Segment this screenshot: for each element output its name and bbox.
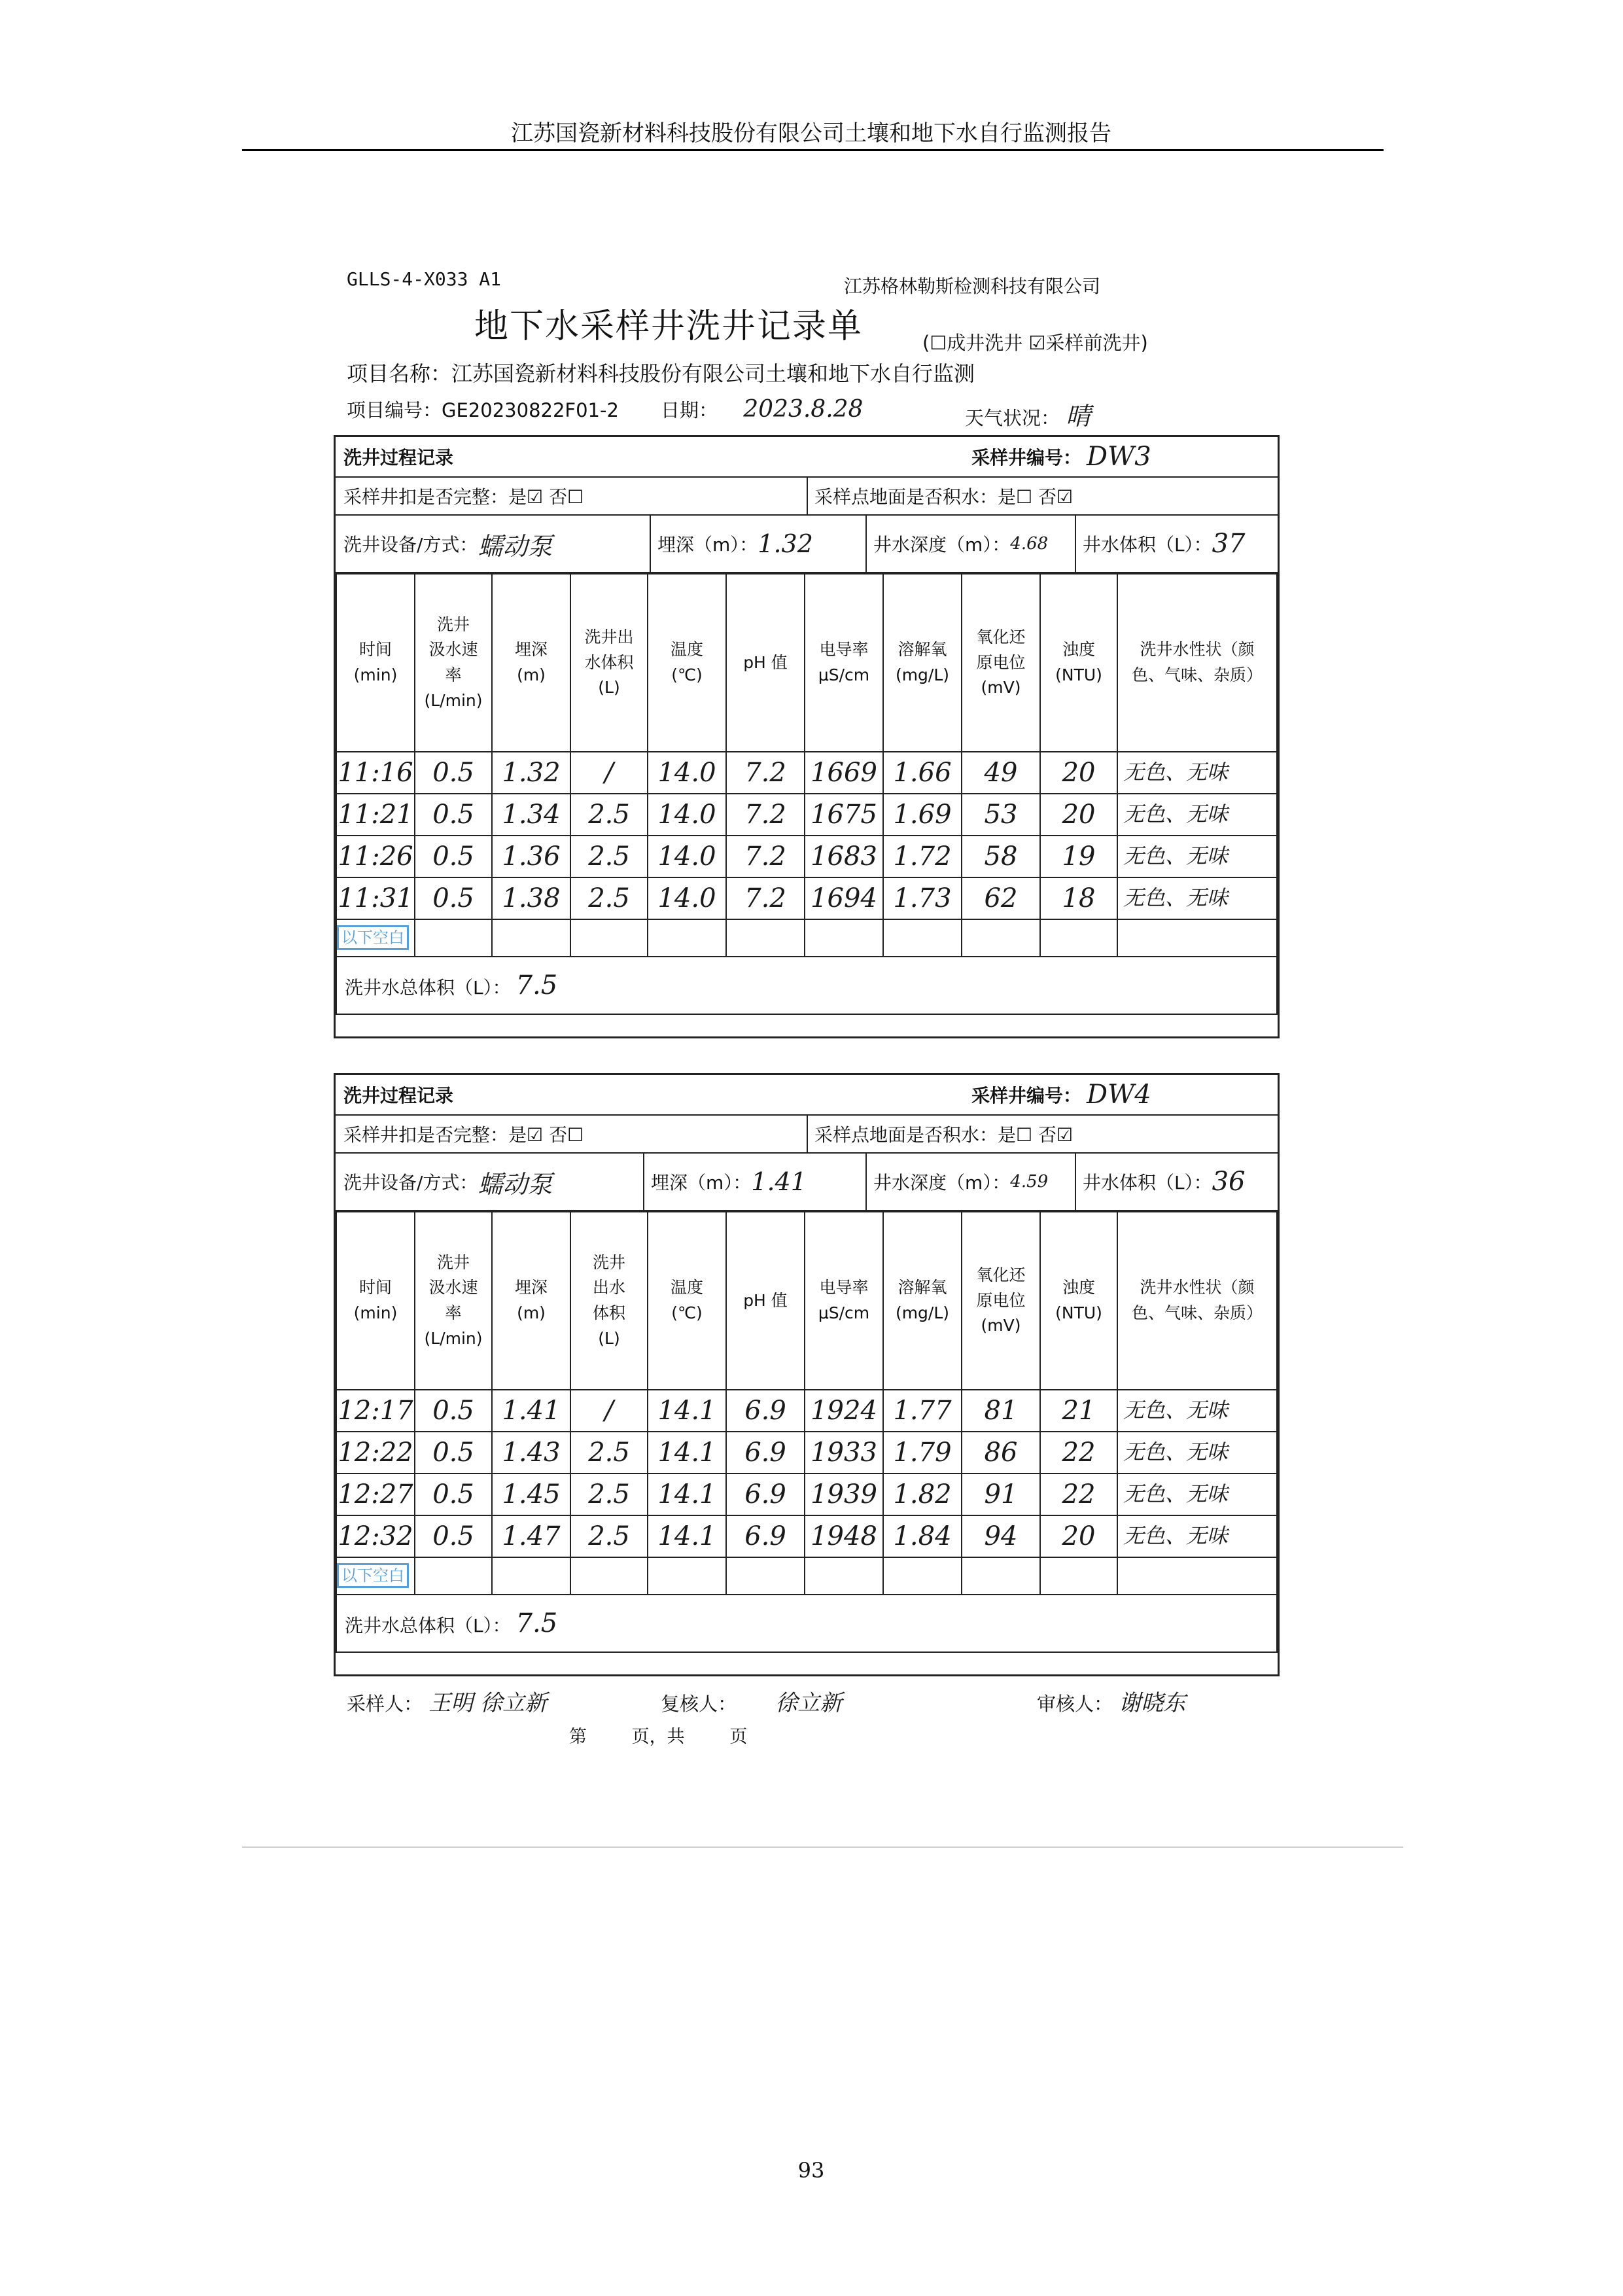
record-header-row xyxy=(336,437,1278,478)
cell: 1683 xyxy=(805,836,883,877)
well-volume-value: 37 xyxy=(1212,529,1246,559)
cell: 0.5 xyxy=(415,836,492,877)
cell: 11:31 xyxy=(336,877,415,919)
cell: 62 xyxy=(962,877,1040,919)
page-header: 江苏国瓷新材料科技股份有限公司土壤和地下水自行监测报告 xyxy=(511,120,1111,147)
well-no: DW3 xyxy=(1087,442,1151,472)
cell xyxy=(336,1557,415,1595)
col-temp: 温度 (℃) xyxy=(648,574,726,752)
cell: 2.5 xyxy=(570,794,648,836)
cell: 无色、无味 xyxy=(1117,1474,1277,1515)
cell: 1675 xyxy=(805,794,883,836)
cell: / xyxy=(570,752,648,794)
ponding-value: 是☐ 否☑ xyxy=(998,1124,1073,1146)
auditor-line xyxy=(1037,1685,1185,1717)
cell xyxy=(336,919,415,957)
cell: 无色、无味 xyxy=(1117,877,1277,919)
cell: 18 xyxy=(1040,877,1117,919)
cell: 7.2 xyxy=(726,877,805,919)
equipment-cell xyxy=(336,516,650,572)
cell: 91 xyxy=(962,1474,1040,1515)
col-conductivity: 电导率 μS/cm xyxy=(805,574,883,752)
well-depth-value: 4.59 xyxy=(1010,1172,1049,1192)
cell xyxy=(805,1557,883,1595)
col-ph: pH 值 xyxy=(726,1212,805,1390)
cell xyxy=(805,919,883,957)
col-character: 洗井水性状（颜 色、气味、杂质） xyxy=(1117,574,1277,752)
cell: 12:17 xyxy=(336,1390,415,1432)
cell: 2.5 xyxy=(570,1515,648,1557)
well-depth-value: 4.68 xyxy=(1010,534,1049,554)
form-code: GLLS-4-X033 A1 xyxy=(347,268,502,290)
intact-label: 采样井扣是否完整： xyxy=(343,1124,509,1146)
cell: 0.5 xyxy=(415,877,492,919)
sampler-signature: 王明 徐立新 xyxy=(428,1690,548,1716)
cell: 58 xyxy=(962,836,1040,877)
equipment-value: 蠕动泵 xyxy=(478,531,553,561)
ponding-label: 采样点地面是否积水： xyxy=(814,1124,998,1146)
cell: 53 xyxy=(962,794,1040,836)
table-row xyxy=(336,752,1277,794)
cell: / xyxy=(570,1390,648,1432)
cell xyxy=(726,1557,805,1595)
ponding-cell xyxy=(807,1116,1278,1152)
well-volume-value: 36 xyxy=(1212,1167,1246,1197)
depth-value: 1.32 xyxy=(758,529,813,558)
cell: 12:22 xyxy=(336,1432,415,1474)
total-row xyxy=(336,957,1277,1014)
cell: 14.1 xyxy=(648,1515,726,1557)
cell: 无色、无味 xyxy=(1117,1432,1277,1474)
cell xyxy=(415,1557,492,1595)
cell: 无色、无味 xyxy=(1117,1515,1277,1557)
cell: 0.5 xyxy=(415,1432,492,1474)
cell xyxy=(570,1557,648,1595)
depth-value: 1.41 xyxy=(751,1167,807,1196)
col-rate: 洗井 汲水速 率 (L/min) xyxy=(415,574,492,752)
equipment-label: 洗井设备/方式： xyxy=(343,534,478,556)
cell: 2.5 xyxy=(570,877,648,919)
col-orp: 氧化还 原电位 (mV) xyxy=(962,1212,1040,1390)
well-depth-label: 井水深度（m）： xyxy=(873,1172,1011,1193)
table-row xyxy=(336,836,1277,877)
cell: 1.45 xyxy=(492,1474,570,1515)
table-row xyxy=(336,877,1277,919)
cell: 86 xyxy=(962,1432,1040,1474)
cell xyxy=(415,919,492,957)
reviewer-label: 复核人： xyxy=(661,1693,737,1715)
col-ph: pH 值 xyxy=(726,574,805,752)
weather-value: 晴 xyxy=(1066,402,1091,431)
date-value: 2023.8.28 xyxy=(743,396,864,423)
cell: 1.36 xyxy=(492,836,570,877)
col-orp: 氧化还 原电位 (mV) xyxy=(962,574,1040,752)
cell: 1948 xyxy=(805,1515,883,1557)
table-row-blank xyxy=(336,1557,1277,1595)
equipment-label: 洗井设备/方式： xyxy=(343,1172,478,1193)
depth-label: 埋深（m）： xyxy=(651,1172,752,1193)
header-row xyxy=(336,1212,1277,1390)
project-no-line xyxy=(347,396,619,423)
intact-cell xyxy=(336,478,807,514)
weather-line xyxy=(965,396,1091,432)
cell: 1.73 xyxy=(883,877,962,919)
cell: 无色、无味 xyxy=(1117,752,1277,794)
cell xyxy=(883,919,962,957)
well-no: DW4 xyxy=(1087,1080,1151,1110)
cell: 14.0 xyxy=(648,836,726,877)
header-rule xyxy=(242,149,1384,151)
blank-below-stamp: 以下空白 xyxy=(337,925,409,950)
intact-label: 采样井扣是否完整： xyxy=(343,486,509,508)
well-depth-cell xyxy=(865,516,1075,572)
cell xyxy=(1040,919,1117,957)
well-volume-label: 井水体积（L）： xyxy=(1083,1172,1212,1193)
wash-record-1 xyxy=(334,435,1280,1038)
col-time: 时间 (min) xyxy=(336,1212,415,1390)
cell: 14.0 xyxy=(648,752,726,794)
well-no-label: 采样井编号： xyxy=(971,1085,1082,1106)
measurement-table-1 xyxy=(336,573,1278,1015)
cell: 1924 xyxy=(805,1390,883,1432)
cell: 1933 xyxy=(805,1432,883,1474)
project-name: 江苏国瓷新材料科技股份有限公司土壤和地下水自行监测 xyxy=(451,361,975,386)
intact-value: 是☑ 否☐ xyxy=(508,486,584,508)
col-depth: 埋深 (m) xyxy=(492,574,570,752)
cell: 14.0 xyxy=(648,877,726,919)
well-volume-cell xyxy=(1075,516,1282,572)
ponding-value: 是☐ 否☑ xyxy=(998,486,1073,508)
weather-label: 天气状况： xyxy=(965,407,1060,429)
testing-company: 江苏格林勒斯检测科技有限公司 xyxy=(844,275,1101,297)
cell: 7.2 xyxy=(726,836,805,877)
cell xyxy=(648,919,726,957)
cell xyxy=(1117,1557,1277,1595)
header-row xyxy=(336,574,1277,752)
equipment-row xyxy=(336,516,1278,573)
cell: 1.77 xyxy=(883,1390,962,1432)
cell: 14.1 xyxy=(648,1432,726,1474)
cell: 21 xyxy=(1040,1390,1117,1432)
cell: 2.5 xyxy=(570,1432,648,1474)
total-value: 7.5 xyxy=(515,970,558,1000)
cell: 1.34 xyxy=(492,794,570,836)
record-header-row xyxy=(336,1075,1278,1116)
cell: 1.72 xyxy=(883,836,962,877)
total-cell xyxy=(336,1595,1277,1652)
cell: 14.1 xyxy=(648,1474,726,1515)
cell: 1.82 xyxy=(883,1474,962,1515)
cell xyxy=(648,1557,726,1595)
cell: 14.0 xyxy=(648,794,726,836)
cell: 12:32 xyxy=(336,1515,415,1557)
col-temp: 温度 (℃) xyxy=(648,1212,726,1390)
cell xyxy=(883,1557,962,1595)
cell: 1694 xyxy=(805,877,883,919)
col-character: 洗井水性状（颜 色、气味、杂质） xyxy=(1117,1212,1277,1390)
cell: 94 xyxy=(962,1515,1040,1557)
well-no-label: 采样井编号： xyxy=(971,447,1082,468)
col-rate: 洗井 汲水速 率 (L/min) xyxy=(415,1212,492,1390)
cell: 1.69 xyxy=(883,794,962,836)
well-no-cell xyxy=(964,1075,1278,1114)
cell: 0.5 xyxy=(415,1474,492,1515)
section-label: 洗井过程记录 xyxy=(343,1085,454,1106)
project-name-line xyxy=(347,357,975,387)
cell: 20 xyxy=(1040,752,1117,794)
depth-cell xyxy=(643,1154,865,1210)
total-value: 7.5 xyxy=(515,1608,558,1638)
cell: 1.41 xyxy=(492,1390,570,1432)
cell xyxy=(962,1557,1040,1595)
well-depth-cell xyxy=(865,1154,1075,1210)
blank-below-stamp: 以下空白 xyxy=(337,1563,409,1588)
depth-label: 埋深（m）： xyxy=(657,534,758,556)
cell: 20 xyxy=(1040,794,1117,836)
cell xyxy=(1117,919,1277,957)
cell: 49 xyxy=(962,752,1040,794)
cell: 6.9 xyxy=(726,1474,805,1515)
cell: 12:27 xyxy=(336,1474,415,1515)
cell xyxy=(726,919,805,957)
cell xyxy=(492,919,570,957)
status-row xyxy=(336,478,1278,516)
cell xyxy=(492,1557,570,1595)
cell: 11:16 xyxy=(336,752,415,794)
wash-record-2 xyxy=(334,1073,1280,1676)
table-row-blank xyxy=(336,919,1277,957)
equipment-cell xyxy=(336,1154,643,1210)
table-row xyxy=(336,1515,1277,1557)
table-row xyxy=(336,794,1277,836)
equipment-row xyxy=(336,1154,1278,1211)
ponding-cell xyxy=(807,478,1278,514)
intact-value: 是☑ 否☐ xyxy=(508,1124,584,1146)
cell: 11:26 xyxy=(336,836,415,877)
cell xyxy=(570,919,648,957)
cell: 11:21 xyxy=(336,794,415,836)
cell: 1.47 xyxy=(492,1515,570,1557)
cell: 19 xyxy=(1040,836,1117,877)
total-label: 洗井水总体积（L）： xyxy=(345,1615,511,1636)
cell: 无色、无味 xyxy=(1117,794,1277,836)
well-volume-label: 井水体积（L）： xyxy=(1083,534,1212,556)
cell: 81 xyxy=(962,1390,1040,1432)
cell: 无色、无味 xyxy=(1117,1390,1277,1432)
cell: 22 xyxy=(1040,1474,1117,1515)
cell: 20 xyxy=(1040,1515,1117,1557)
project-no: GE20230822F01-2 xyxy=(442,399,619,421)
well-volume-cell xyxy=(1075,1154,1282,1210)
cell: 1.43 xyxy=(492,1432,570,1474)
depth-cell xyxy=(650,516,865,572)
cell: 2.5 xyxy=(570,836,648,877)
col-depth: 埋深 (m) xyxy=(492,1212,570,1390)
cell: 6.9 xyxy=(726,1432,805,1474)
cell: 0.5 xyxy=(415,1390,492,1432)
cell: 无色、无味 xyxy=(1117,836,1277,877)
cell: 22 xyxy=(1040,1432,1117,1474)
cell: 7.2 xyxy=(726,794,805,836)
table-row xyxy=(336,1390,1277,1432)
cell: 1669 xyxy=(805,752,883,794)
wash-type-options: (☐成井洗井 ☑采样前洗井) xyxy=(922,332,1148,354)
col-conductivity: 电导率 μS/cm xyxy=(805,1212,883,1390)
well-depth-label: 井水深度（m）： xyxy=(873,534,1011,556)
cell: 14.1 xyxy=(648,1390,726,1432)
col-do: 溶解氧 (mg/L) xyxy=(883,574,962,752)
page-number: 93 xyxy=(797,2158,825,2183)
cell: 1.32 xyxy=(492,752,570,794)
table-row xyxy=(336,1474,1277,1515)
total-cell xyxy=(336,957,1277,1014)
ponding-label: 采样点地面是否积水： xyxy=(814,486,998,508)
status-row xyxy=(336,1116,1278,1154)
cell xyxy=(1040,1557,1117,1595)
cell: 1.38 xyxy=(492,877,570,919)
auditor-label: 审核人： xyxy=(1037,1693,1113,1715)
cell: 1.84 xyxy=(883,1515,962,1557)
form-page-of: 第 页，共 页 xyxy=(569,1727,748,1747)
col-turbidity: 浊度 (NTU) xyxy=(1040,1212,1117,1390)
cell: 2.5 xyxy=(570,1474,648,1515)
cell: 6.9 xyxy=(726,1515,805,1557)
cell: 1.66 xyxy=(883,752,962,794)
reviewer-signature: 徐立新 xyxy=(775,1690,843,1716)
sampler-line xyxy=(347,1685,547,1717)
col-volume: 洗井出 水体积 (L) xyxy=(570,574,648,752)
project-name-label: 项目名称： xyxy=(347,361,452,386)
date-label: 日期： xyxy=(661,399,718,421)
project-no-label: 项目编号： xyxy=(347,399,442,421)
total-row xyxy=(336,1595,1277,1652)
cell: 6.9 xyxy=(726,1390,805,1432)
table-row xyxy=(336,1432,1277,1474)
cell: 7.2 xyxy=(726,752,805,794)
form-title: 地下水采样井洗井记录单 xyxy=(474,307,864,346)
equipment-value: 蠕动泵 xyxy=(478,1169,553,1199)
reviewer-line xyxy=(661,1685,842,1717)
section-label: 洗井过程记录 xyxy=(343,447,454,468)
col-volume: 洗井 出水 体积 (L) xyxy=(570,1212,648,1390)
total-label: 洗井水总体积（L）： xyxy=(345,977,511,998)
measurement-table-2 xyxy=(336,1211,1278,1653)
cell xyxy=(962,919,1040,957)
date-line xyxy=(661,396,863,423)
cell: 0.5 xyxy=(415,794,492,836)
well-no-cell xyxy=(964,437,1278,476)
cell: 1.79 xyxy=(883,1432,962,1474)
intact-cell xyxy=(336,1116,807,1152)
auditor-signature: 谢晓东 xyxy=(1119,1690,1186,1716)
cell: 1939 xyxy=(805,1474,883,1515)
scan-bottom-rule xyxy=(242,1846,1403,1848)
col-do: 溶解氧 (mg/L) xyxy=(883,1212,962,1390)
cell: 0.5 xyxy=(415,752,492,794)
cell: 0.5 xyxy=(415,1515,492,1557)
sampler-label: 采样人： xyxy=(347,1693,423,1715)
col-time: 时间 (min) xyxy=(336,574,415,752)
col-turbidity: 浊度 (NTU) xyxy=(1040,574,1117,752)
